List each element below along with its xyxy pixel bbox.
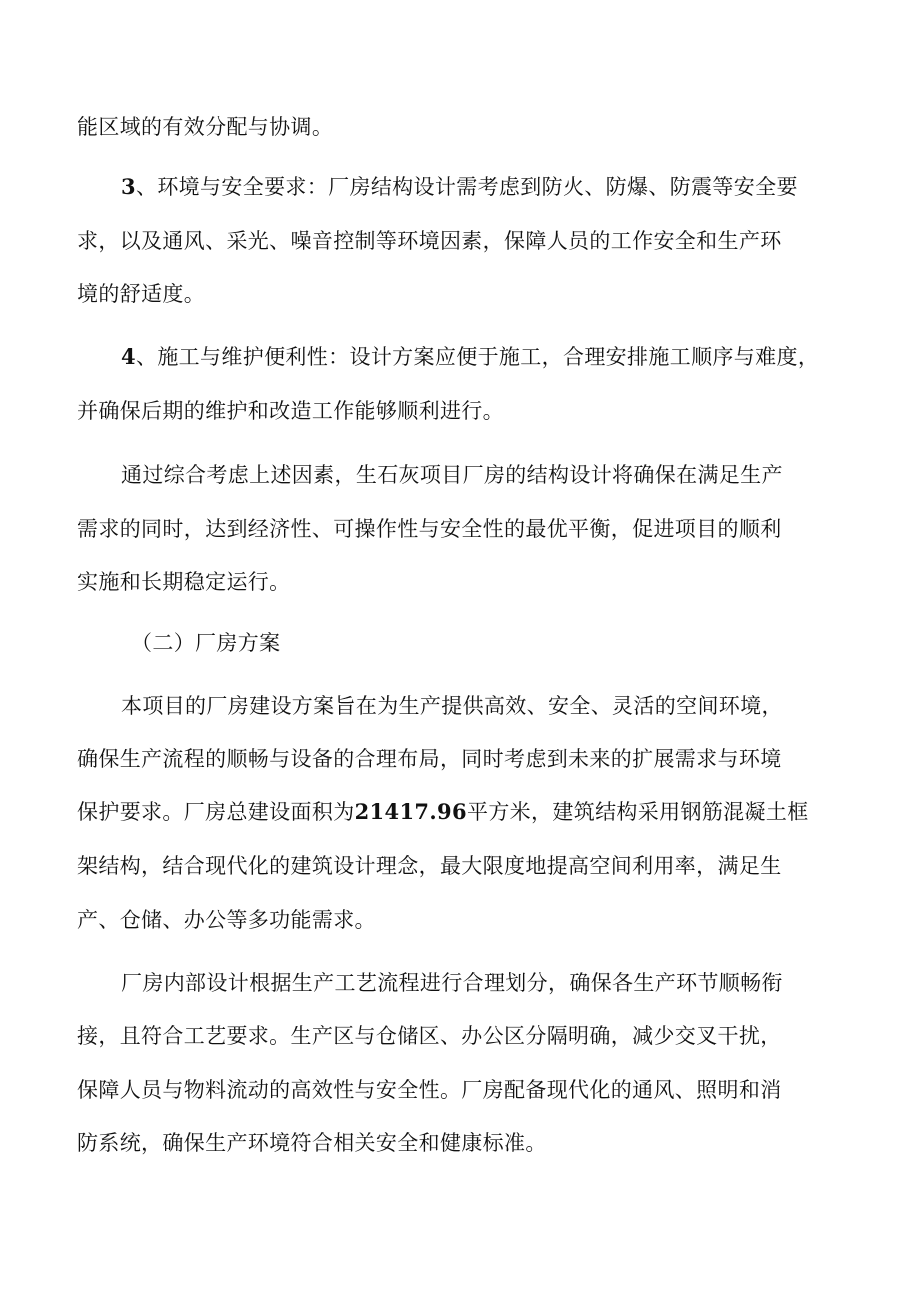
text: 求，以及通风、采光、噪音控制等环境因素，保障人员的工作安全和生产环: [77, 229, 782, 253]
paragraph-line: [77, 112, 920, 142]
text: 并确保后期的维护和改造工作能够顺利进行。: [77, 399, 504, 423]
text: 保护要求。厂房总建设面积为: [77, 800, 355, 824]
paragraph-line: [121, 342, 920, 372]
text: 厂房内部设计根据生产工艺流程进行合理划分，确保各生产环节顺畅衔: [121, 971, 783, 995]
paragraph-line: [77, 851, 920, 881]
text: 接，且符合工艺要求。生产区与仓储区、办公区分隔明确，减少交叉干扰，: [77, 1024, 782, 1048]
paragraph-line: [77, 1075, 920, 1105]
list-number: 3: [121, 174, 136, 199]
paragraph-line: [77, 905, 920, 935]
text: 防系统，确保生产环境符合相关安全和健康标准。: [77, 1131, 547, 1155]
text: 平方米，建筑结构采用钢筋混凝土框: [466, 800, 809, 824]
paragraph-line: [77, 1021, 920, 1051]
paragraph-line: [121, 460, 920, 490]
area-value: 21417.96: [354, 799, 467, 824]
paragraph-line: [77, 797, 920, 827]
paragraph-line: [77, 567, 920, 597]
text: 能区域的有效分配与协调。: [77, 115, 334, 139]
text: 通过综合考虑上述因素，生石灰项目厂房的结构设计将确保在满足生产: [121, 463, 783, 487]
paragraph-line: [77, 396, 920, 426]
paragraph-line: [77, 1128, 920, 1158]
list-number: 4: [121, 344, 136, 369]
text: 确保生产流程的顺畅与设备的合理布局，同时考虑到未来的扩展需求与环境: [77, 747, 782, 771]
paragraph-line: [77, 744, 920, 774]
paragraph-line: [77, 279, 920, 309]
text: 产、仓储、办公等多功能需求。: [77, 908, 376, 932]
text: 需求的同时，达到经济性、可操作性与安全性的最优平衡，促进项目的顺利: [77, 517, 782, 541]
text: 架结构，结合现代化的建筑设计理念，最大限度地提高空间利用率，满足生: [77, 854, 782, 878]
text: 保障人员与物料流动的高效性与安全性。厂房配备现代化的通风、照明和消: [77, 1078, 782, 1102]
text: 、施工与维护便利性：设计方案应便于施工，合理安排施工顺序与难度，: [135, 345, 820, 369]
text: 本项目的厂房建设方案旨在为生产提供高效、安全、灵活的空间环境，: [121, 694, 783, 718]
text: 境的舒适度。: [77, 282, 206, 306]
paragraph-line: [121, 968, 920, 998]
paragraph-line: [121, 172, 920, 202]
paragraph-line: [77, 226, 920, 256]
heading-text: （二）厂房方案: [131, 631, 281, 655]
paragraph-line: [77, 514, 920, 544]
paragraph-line: [121, 691, 920, 721]
text: 、环境与安全要求：厂房结构设计需考虑到防火、防爆、防震等安全要: [135, 175, 798, 199]
text: 实施和长期稳定运行。: [77, 570, 291, 594]
section-heading: [131, 628, 920, 658]
